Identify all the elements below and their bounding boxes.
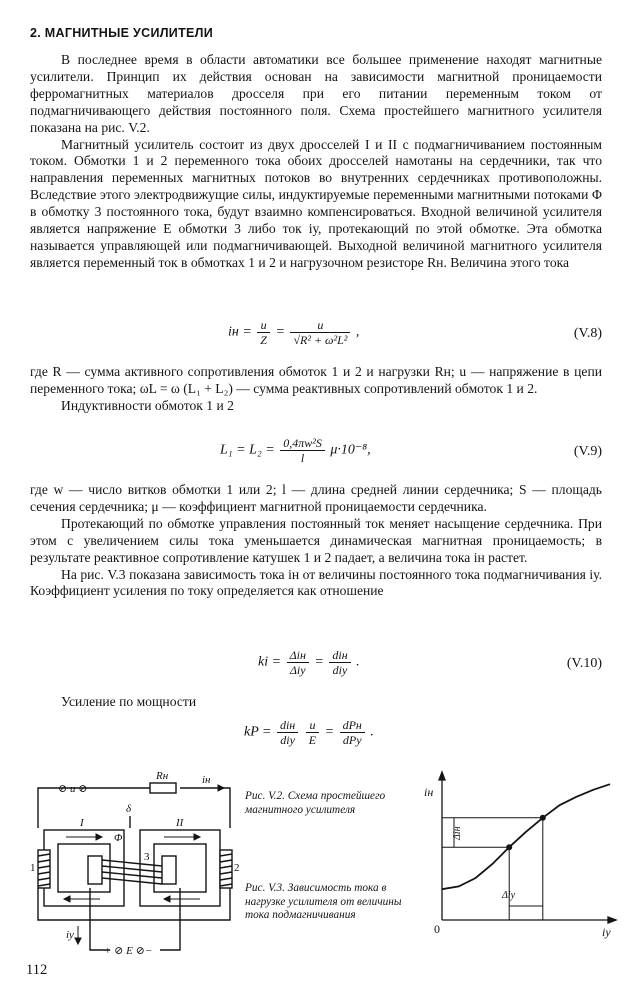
- text-block-1: [30, 52, 602, 272]
- delta-in-label: Δiн: [452, 826, 463, 840]
- equation-number: (V.8): [573, 326, 602, 341]
- fraction: $\frac{\text{0,4πw²S}}{l}$: [280, 436, 325, 465]
- fraction: $\frac{u}{E}$: [306, 718, 319, 747]
- label-phi: Φ: [114, 832, 123, 844]
- fraction: $\frac{u}{Z}$: [257, 318, 270, 347]
- equation-formula: iн = $\frac{u}{Z}$ = $\frac{u}{\text{√R² + ω²L²}}$ ,: [228, 318, 360, 347]
- label-rn: Rн: [156, 770, 169, 782]
- fraction: $\frac{\text{dPн}}{\text{dPу}}$: [340, 718, 365, 747]
- current-characteristic-chart: [420, 770, 620, 940]
- paragraph: Магнитный усилитель состоит из двух дросселей I и II с подмагничиванием постоянным током. Обмотки 1 и 2 переменного тока обоих дросселей намотаны на сердечники, так что направления переменных магнитных потоков во внутренних сердечниках противоположны. Вследствие этого электродвижущие силы, индуктируемые переменными магнитными потоками Φ в обмотку 3 постоянного тока, будут взаимно компенсироваться. Входной величиной усилителя является напряжение E обмотки 3 либо ток iу, протекающий по этой обмотке. Эта обмотка называется управляющей или подмагничивающей. Выходной величиной магнитного усилителя является переменный ток в обмотках 1 и 2 и нагрузочном резисторе Rн. Величина этого тока: [30, 136, 602, 270]
- paragraph: где w — число витков обмотки 1 или 2; l — длина средней линии сердечника; S — площадь сечения сердечника; μ — коэффициент магнитной проницаемости сердечника.: [30, 482, 602, 514]
- equation-v8: [30, 318, 602, 358]
- section-heading: 2. МАГНИТНЫЕ УСИЛИТЕЛИ: [30, 26, 214, 40]
- label-winding-1: 1: [30, 862, 36, 874]
- fraction: $\frac{\text{diн}}{\text{diу}}$: [277, 718, 298, 747]
- data-point: [540, 815, 546, 821]
- text-block-3: [30, 482, 602, 600]
- equation-v9: [30, 436, 602, 476]
- label-iy: iу: [66, 929, 74, 941]
- x-axis-label: iу: [602, 925, 611, 939]
- equation-formula: L₁ = L₂ = $\frac{\text{0,4πw²S}}{l}$ μ·10⁻⁸,: [220, 436, 371, 465]
- fraction: $\frac{\text{Δiн}}{\text{Δiу}}$: [287, 648, 309, 677]
- equation-kp: [30, 718, 602, 758]
- paragraph: В последнее время в области автоматики все большее применение находят магнитные усилители. Принцип их действия основан на зависимости магнитной проницаемости ферромагнитных материалов дросселя при его питании переменным током от подмагничивающего действия постоянного поля. Схема простейшего магнитного усилителя показана на рис. V.2.: [30, 52, 602, 135]
- data-point: [506, 844, 512, 850]
- paragraph: Усиление по мощности: [61, 694, 197, 709]
- equation-number: (V.10): [566, 656, 602, 671]
- fraction: $\frac{\text{diн}}{\text{diу}}$: [329, 648, 350, 677]
- paragraph: Протекающий по обмотке управления постоянный ток меняет насыщение сердечника. При этом с увеличением силы тока уменьшается динамическая магнитная проницаемость; в результате реактивное сопротивление катушек 1 и 2 падает, а величина тока iн растет.: [30, 515, 602, 565]
- label-e-source: + ⊘ E ⊘−: [104, 945, 153, 957]
- paragraph: где R — сумма активного сопротивления обмоток 1 и 2 и нагрузки Rн; u — напряжение в цепи переменного тока; ωL = ω (L₁ + L₂) — сумма реактивных сопротивлений обмоток 1 и 2.: [30, 364, 602, 396]
- text-block-2: [30, 364, 602, 415]
- fraction: $\frac{u}{\text{√R² + ω²L²}}$: [290, 318, 350, 347]
- equation-formula: ki = $\frac{\text{Δiн}}{\text{Δiу}}$ = $\frac{\text{diн}}{\text{diу}}$ .: [258, 648, 360, 677]
- label-winding-2: 2: [234, 862, 240, 874]
- y-axis-label: iн: [424, 785, 434, 799]
- label-delta: δ: [126, 803, 132, 815]
- delta-iy-label: Δiу: [502, 890, 516, 901]
- equation-number: (V.9): [573, 444, 602, 459]
- origin-label: 0: [434, 922, 440, 936]
- eq-lhs: iн =: [228, 324, 256, 340]
- text-block-4: [30, 694, 602, 711]
- label-core-ii: II: [176, 817, 184, 829]
- label-core-i: I: [80, 817, 84, 829]
- label-u: ⊘ u ⊘: [58, 783, 88, 795]
- equation-v10: [30, 648, 602, 688]
- series-line: [442, 784, 610, 889]
- equation-formula: kP = $\frac{\text{diн}}{\text{diу}}$ $\frac{u}{E}$ = $\frac{\text{dPн}}{\text{dPу}}$ .: [244, 718, 374, 747]
- paragraph: На рис. V.3 показана зависимость тока iн от величины постоянного тока подмагничивания iу. Коэффициент усиления по току определяется как отношение: [30, 566, 602, 599]
- caption-v2: Рис. V.2. Схема простейшего магнитного усилителя: [245, 790, 386, 816]
- caption-v3: Рис. V.3. Зависимость тока в нагрузке усилителя от величины тока подмагничивания: [245, 882, 402, 922]
- page-number: 112: [26, 962, 48, 978]
- paragraph: Индуктивности обмоток 1 и 2: [61, 397, 234, 413]
- magnetic-amplifier-schematic: [30, 770, 240, 960]
- label-in: iн: [202, 774, 211, 786]
- label-winding-3: 3: [144, 851, 150, 863]
